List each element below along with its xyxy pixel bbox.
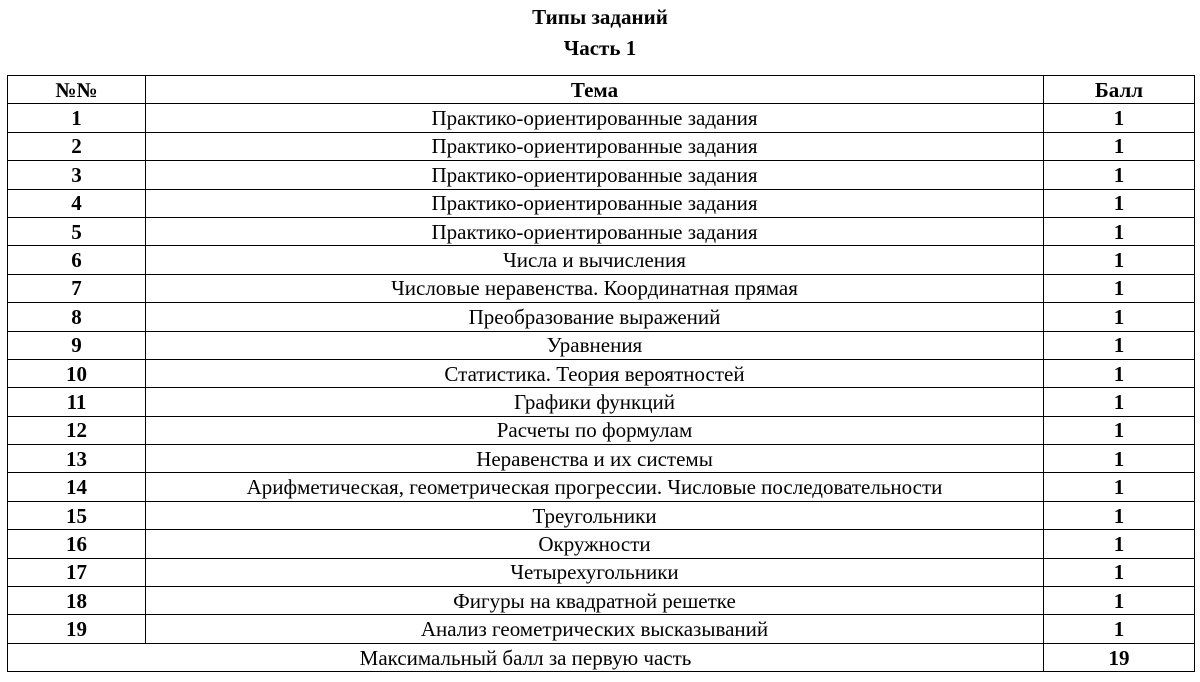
- table-row: [8, 615, 1195, 643]
- row-number: 19: [8, 615, 146, 643]
- row-score: 1: [1044, 445, 1195, 473]
- document-title: Типы заданий: [532, 5, 668, 29]
- row-topic: Практико-ориентированные задания: [146, 217, 1044, 245]
- table-body: [8, 104, 1195, 643]
- column-header-number: №№: [8, 76, 146, 104]
- row-topic: Фигуры на квадратной решетке: [146, 587, 1044, 615]
- table-row: [8, 217, 1195, 245]
- row-number: 9: [8, 331, 146, 359]
- total-value: 19: [1044, 643, 1195, 671]
- row-topic: Арифметическая, геометрическая прогрессии. Числовые последовательности: [146, 473, 1044, 501]
- table-row: [8, 359, 1195, 387]
- document-subtitle: Часть 1: [563, 36, 637, 60]
- row-number: 17: [8, 558, 146, 586]
- row-number: 10: [8, 359, 146, 387]
- row-number: 6: [8, 246, 146, 274]
- table-row: [8, 104, 1195, 132]
- table-row: [8, 445, 1195, 473]
- row-topic: Числа и вычисления: [146, 246, 1044, 274]
- table-header-row: [8, 76, 1195, 104]
- table-row: [8, 161, 1195, 189]
- row-score: 1: [1044, 558, 1195, 586]
- total-label: Максимальный балл за первую часть: [8, 643, 1044, 671]
- row-topic: Графики функций: [146, 388, 1044, 416]
- row-topic: Практико-ориентированные задания: [146, 161, 1044, 189]
- table-row: [8, 331, 1195, 359]
- row-score: 1: [1044, 104, 1195, 132]
- row-number: 5: [8, 217, 146, 245]
- row-topic: Практико-ориентированные задания: [146, 132, 1044, 160]
- row-topic: Статистика. Теория вероятностей: [146, 359, 1044, 387]
- row-score: 1: [1044, 303, 1195, 331]
- row-number: 1: [8, 104, 146, 132]
- table-row: [8, 501, 1195, 529]
- row-number: 15: [8, 501, 146, 529]
- table-row: [8, 303, 1195, 331]
- row-topic: Треугольники: [146, 501, 1044, 529]
- row-number: 7: [8, 274, 146, 302]
- row-score: 1: [1044, 189, 1195, 217]
- row-number: 18: [8, 587, 146, 615]
- row-score: 1: [1044, 388, 1195, 416]
- row-score: 1: [1044, 587, 1195, 615]
- row-score: 1: [1044, 274, 1195, 302]
- row-topic: Практико-ориентированные задания: [146, 104, 1044, 132]
- row-number: 8: [8, 303, 146, 331]
- row-topic: Окружности: [146, 530, 1044, 558]
- table-row: [8, 473, 1195, 501]
- row-score: 1: [1044, 359, 1195, 387]
- table-row: [8, 246, 1195, 274]
- task-types-table: [7, 75, 1195, 672]
- row-score: 1: [1044, 501, 1195, 529]
- table-row: [8, 558, 1195, 586]
- row-score: 1: [1044, 615, 1195, 643]
- row-topic: Числовые неравенства. Координатная прямая: [146, 274, 1044, 302]
- table-row: [8, 416, 1195, 444]
- row-score: 1: [1044, 161, 1195, 189]
- row-number: 11: [8, 388, 146, 416]
- row-topic: Неравенства и их системы: [146, 445, 1044, 473]
- row-score: 1: [1044, 217, 1195, 245]
- row-topic: Преобразование выражений: [146, 303, 1044, 331]
- table-row: [8, 132, 1195, 160]
- row-topic: Уравнения: [146, 331, 1044, 359]
- row-score: 1: [1044, 416, 1195, 444]
- row-score: 1: [1044, 331, 1195, 359]
- table-row: [8, 587, 1195, 615]
- table-row: [8, 274, 1195, 302]
- row-number: 2: [8, 132, 146, 160]
- row-score: 1: [1044, 246, 1195, 274]
- table-row: [8, 530, 1195, 558]
- row-number: 3: [8, 161, 146, 189]
- row-number: 14: [8, 473, 146, 501]
- row-score: 1: [1044, 530, 1195, 558]
- row-number: 4: [8, 189, 146, 217]
- row-number: 16: [8, 530, 146, 558]
- row-topic: Четырехугольники: [146, 558, 1044, 586]
- table-row: [8, 388, 1195, 416]
- row-score: 1: [1044, 473, 1195, 501]
- row-topic: Анализ геометрических высказываний: [146, 615, 1044, 643]
- table-row: [8, 189, 1195, 217]
- table-total-row: [8, 643, 1195, 671]
- column-header-score: Балл: [1044, 76, 1195, 104]
- row-topic: Практико-ориентированные задания: [146, 189, 1044, 217]
- column-header-topic: Тема: [146, 76, 1044, 104]
- row-score: 1: [1044, 132, 1195, 160]
- row-number: 12: [8, 416, 146, 444]
- row-topic: Расчеты по формулам: [146, 416, 1044, 444]
- row-number: 13: [8, 445, 146, 473]
